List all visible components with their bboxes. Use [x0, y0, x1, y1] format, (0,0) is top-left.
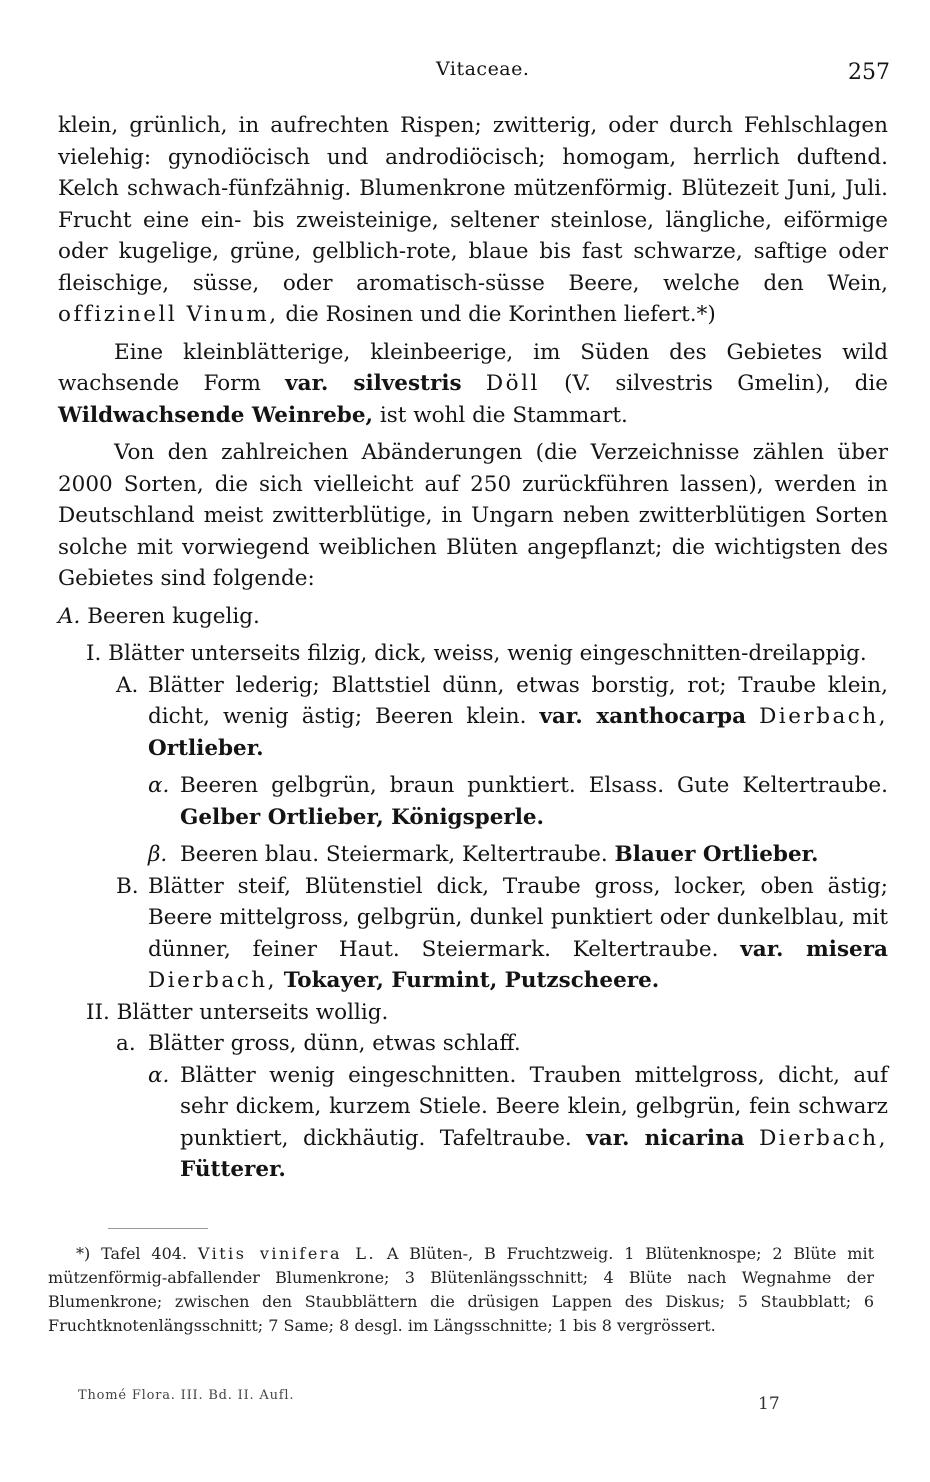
page-number: 257: [848, 60, 890, 85]
main-text: [58, 110, 888, 1186]
paragraph-description: klein, grünlich, in aufrechten Rispen; zwitterig, oder durch Fehlschlagen vielehig: gynodiöcisch und androdiöcisch; homogam, herrlich duftend. Kelch schwach-fünfzähnig. Blumenkrone mützenförmig. Blütezeit Juni, Juli. Frucht eine ein- bis zweisteinige, seltener steinlose, längliche, eiförmige oder kugelige, grüne, gelblich-rote, blaue bis fast schwarze, saftige oder fleischige, süsse, oder aromatisch-süsse Beere, welche den Wein, offizinell Vinum, die Rosinen und die Korinthen liefert.*): [58, 113, 888, 327]
key-item-I-B: B. Blätter steif, Blütenstiel dick, Traube gross, locker, oben ästig; Beere mittelgross, gelbgrün, dunkel punktiert oder dunkelblau, mit dünner, feiner Haut. Steiermark. Keltertraube. var. misera Dierbach, Tokayer, Furmint, Putzscheere.: [116, 873, 888, 993]
footnote: *) Tafel 404. Vitis vinifera L. A Blüten-, B Fruchtzweig. 1 Blütenknospe; 2 Blüte mit mützenförmig-abfallender Blumenkrone; 3 Blütenlängsschnitt; 4 Blüte nach Wegnahme der Blumenkrone; zwischen den Staubblättern die drüsigen Lappen des Diskus; 5 Staubblatt; 6 Fruchtknotenlängsschnitt; 7 Same; 8 desgl. im Längsschnitte; 1 bis 8 vergrössert.: [48, 1244, 875, 1335]
key-item-I-A: A. Blätter lederig; Blattstiel dünn, etwas borstig, rot; Traube klein, dicht, wenig ästig; Beeren klein. var. xanthocarpa Dierbach, Ortlieber.: [116, 672, 888, 761]
footnote-divider: [108, 1228, 208, 1229]
key-item-alpha-gelber: α. Beeren gelbgrün, braun punktiert. Elsass. Gute Keltertraube. Gelber Ortlieber, Königsperle.: [148, 773, 888, 830]
page-footer: [78, 1388, 778, 1418]
running-title: Vitaceae.: [436, 58, 530, 80]
key-item-alpha-fuetterer: α. Blätter wenig eingeschnitten. Trauben mittelgross, dicht, auf sehr dickem, kurzem Stiele. Beere klein, gelbgrün, fein schwarz punktiert, dickhäutig. Tafeltraube. var. nicarina Dierbach, Fütterer.: [148, 1062, 888, 1182]
key-item-II-a: a. Blätter gross, dünn, etwas schlaff.: [116, 1031, 521, 1056]
sheet-signature: 17: [758, 1394, 780, 1414]
imprint: Thomé Flora. III. Bd. II. Aufl.: [78, 1388, 295, 1403]
page-header: [60, 58, 890, 88]
paragraph-varieties: Von den zahlreichen Abänderungen (die Verzeichnisse zählen über 2000 Sorten, die sich vielleicht auf 250 zurückführen lassen), werden in Deutschland meist zwitterblütige, in Ungarn neben zwitterblütigen Sorten solche mit vorwiegend weiblichen Blüten angepflanzt; die wichtigsten des Gebietes sind folgende:: [58, 440, 888, 591]
key-item-II: II. Blätter unterseits wollig.: [86, 999, 389, 1025]
paragraph-silvestris: Eine kleinblätterige, kleinbeerige, im Süden des Gebietes wild wachsende Form var. silvestris Döll (V. silvestris Gmelin), die Wildwachsende Weinrebe, ist wohl die Stammart.: [58, 339, 888, 428]
key-item-A: A. Beeren kugelig.: [58, 603, 260, 629]
key-item-I: I. Blätter unterseits filzig, dick, weiss, wenig eingeschnitten-dreilappig.: [86, 641, 867, 666]
key-item-beta-blauer: β. Beeren blau. Steiermark, Keltertraube. Blauer Ortlieber.: [148, 842, 819, 867]
